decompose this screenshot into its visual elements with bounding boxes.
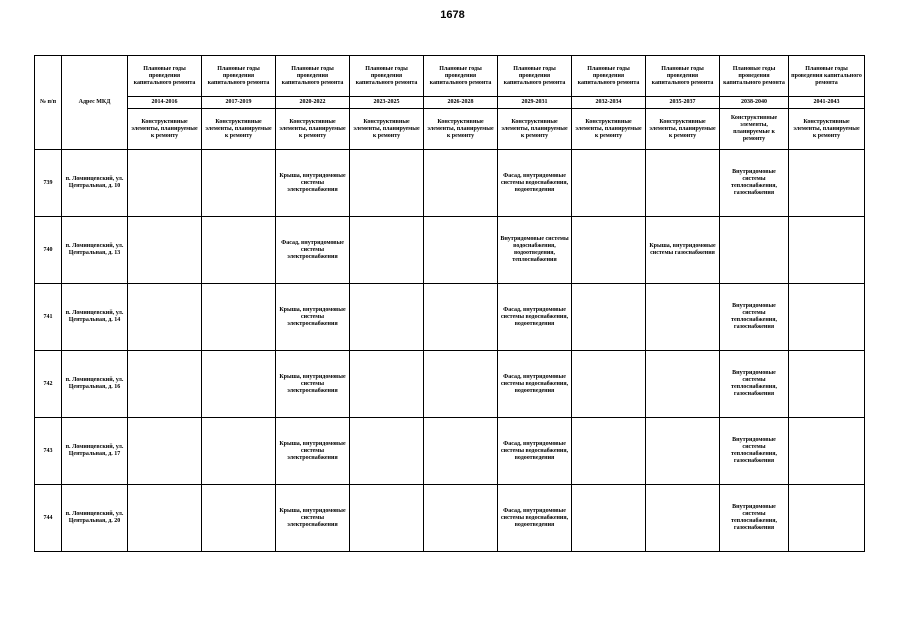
header-plan-label: Плановые годы проведения капитального ремонта xyxy=(424,56,498,97)
repair-cell xyxy=(572,418,646,485)
repair-cell xyxy=(128,217,202,284)
repair-cell xyxy=(350,418,424,485)
header-num: № п/п xyxy=(35,56,62,150)
repair-cell xyxy=(646,485,720,552)
repair-cell: Внутридомовые системы теплоснабжения, газоснабжения xyxy=(720,418,789,485)
repair-cell: Фасад, внутридомовые системы водоснабжения, водоотведения xyxy=(498,485,572,552)
header-year: 2035-2037 xyxy=(646,97,720,109)
header-address: Адрес МКД xyxy=(62,56,128,150)
repair-cell xyxy=(646,284,720,351)
header-plan-row xyxy=(35,56,865,97)
repair-cell xyxy=(572,351,646,418)
row-number: 740 xyxy=(35,217,62,284)
repair-cell xyxy=(350,217,424,284)
header-element-label: Конструктивные элементы, планируемые к ремонту xyxy=(789,109,865,150)
repair-cell xyxy=(128,284,202,351)
header-element-label: Конструктивные элементы, планируемые к ремонту xyxy=(424,109,498,150)
header-year: 2038-2040 xyxy=(720,97,789,109)
repair-cell xyxy=(202,485,276,552)
repair-cell xyxy=(572,217,646,284)
repair-cell: Крыша, внутридомовые системы электроснабжения xyxy=(276,418,350,485)
repair-cell xyxy=(350,284,424,351)
repair-cell xyxy=(789,150,865,217)
repair-cell: Фасад, внутридомовые системы водоснабжения, водоотведения xyxy=(498,284,572,351)
repair-cell xyxy=(202,150,276,217)
repair-cell xyxy=(789,351,865,418)
repair-cell xyxy=(128,418,202,485)
header-elements-row xyxy=(35,109,865,150)
repair-cell: Крыша, внутридомовые системы газоснабжения xyxy=(646,217,720,284)
header-year: 2020-2022 xyxy=(276,97,350,109)
row-address: п. Ломинцевский, ул. Центральная, д. 13 xyxy=(62,217,128,284)
row-number: 741 xyxy=(35,284,62,351)
repair-cell: Фасад, внутридомовые системы водоснабжения, водоотведения xyxy=(498,150,572,217)
repair-cell xyxy=(350,351,424,418)
header-element-label: Конструктивные элементы, планируемые к ремонту xyxy=(276,109,350,150)
table-body xyxy=(35,150,865,552)
repair-cell xyxy=(202,351,276,418)
header-element-label: Конструктивные элементы, планируемые к ремонту xyxy=(646,109,720,150)
header-plan-label: Плановые годы проведения капитального ремонта xyxy=(720,56,789,97)
capital-repair-table xyxy=(34,55,865,552)
repair-cell xyxy=(572,485,646,552)
row-address: п. Ломинцевский, ул. Центральная, д. 20 xyxy=(62,485,128,552)
repair-cell xyxy=(789,418,865,485)
table-row xyxy=(35,150,865,217)
header-plan-label: Плановые годы проведения капитального ремонта xyxy=(572,56,646,97)
row-number: 744 xyxy=(35,485,62,552)
table-row xyxy=(35,284,865,351)
repair-cell xyxy=(424,217,498,284)
table-row xyxy=(35,485,865,552)
repair-cell xyxy=(646,150,720,217)
row-address: п. Ломинцевский, ул. Центральная, д. 14 xyxy=(62,284,128,351)
header-plan-label: Плановые годы проведения капитального ремонта xyxy=(128,56,202,97)
repair-cell: Крыша, внутридомовые системы электроснабжения xyxy=(276,284,350,351)
table-row xyxy=(35,418,865,485)
row-number: 742 xyxy=(35,351,62,418)
table-row xyxy=(35,217,865,284)
table-row xyxy=(35,351,865,418)
repair-cell xyxy=(646,351,720,418)
header-plan-label: Плановые годы проведения капитального ремонта xyxy=(202,56,276,97)
row-number: 739 xyxy=(35,150,62,217)
header-year: 2023-2025 xyxy=(350,97,424,109)
repair-cell xyxy=(646,418,720,485)
header-plan-label: Плановые годы проведения капитального ремонта xyxy=(276,56,350,97)
row-address: п. Ломинцевский, ул. Центральная, д. 17 xyxy=(62,418,128,485)
header-year: 2029-2031 xyxy=(498,97,572,109)
repair-cell: Внутридомовые системы теплоснабжения, газоснабжения xyxy=(720,351,789,418)
header-element-label: Конструктивные элементы, планируемые к ремонту xyxy=(350,109,424,150)
repair-cell xyxy=(202,217,276,284)
header-year: 2017-2019 xyxy=(202,97,276,109)
repair-cell xyxy=(424,150,498,217)
repair-cell xyxy=(350,485,424,552)
header-element-label: Конструктивные элементы, планируемые к ремонту xyxy=(720,109,789,150)
repair-cell xyxy=(424,284,498,351)
repair-cell: Внутридомовые системы водоснабжения, водоотведения, теплоснабжения xyxy=(498,217,572,284)
repair-cell xyxy=(202,418,276,485)
header-year: 2032-2034 xyxy=(572,97,646,109)
repair-cell xyxy=(572,284,646,351)
repair-cell xyxy=(424,351,498,418)
header-element-label: Конструктивные элементы, планируемые к ремонту xyxy=(128,109,202,150)
repair-cell xyxy=(202,284,276,351)
header-element-label: Конструктивные элементы, планируемые к ремонту xyxy=(202,109,276,150)
repair-cell xyxy=(424,485,498,552)
repair-cell: Фасад, внутридомовые системы электроснабжения xyxy=(276,217,350,284)
header-plan-label: Плановые годы проведения капитального ремонта xyxy=(350,56,424,97)
header-plan-label: Плановые годы проведения капитального ремонта xyxy=(498,56,572,97)
header-plan-label: Плановые годы проведения капитального ремонта xyxy=(646,56,720,97)
repair-cell: Крыша, внутридомовые системы электроснабжения xyxy=(276,351,350,418)
repair-cell: Крыша, внутридомовые системы электроснабжения xyxy=(276,150,350,217)
repair-cell: Фасад, внутридомовые системы водоснабжения, водоотведения xyxy=(498,418,572,485)
repair-cell xyxy=(789,284,865,351)
header-plan-label: Плановые годы проведения капитального ремонта xyxy=(789,56,865,97)
repair-cell: Внутридомовые системы теплоснабжения, газоснабжения xyxy=(720,150,789,217)
row-number: 743 xyxy=(35,418,62,485)
repair-cell xyxy=(789,217,865,284)
header-year: 2041-2043 xyxy=(789,97,865,109)
repair-cell xyxy=(424,418,498,485)
repair-cell xyxy=(350,150,424,217)
row-address: п. Ломинцевский, ул. Центральная, д. 10 xyxy=(62,150,128,217)
repair-cell: Внутридомовые системы теплоснабжения, газоснабжения xyxy=(720,284,789,351)
repair-cell: Фасад, внутридомовые системы водоснабжения, водоотведения xyxy=(498,351,572,418)
header-year: 2014-2016 xyxy=(128,97,202,109)
repair-cell: Крыша, внутридомовые системы электроснабжения xyxy=(276,485,350,552)
repair-cell xyxy=(128,150,202,217)
repair-cell xyxy=(128,351,202,418)
repair-cell xyxy=(789,485,865,552)
repair-cell xyxy=(128,485,202,552)
repair-cell xyxy=(572,150,646,217)
header-years-row xyxy=(35,97,865,109)
header-element-label: Конструктивные элементы, планируемые к ремонту xyxy=(498,109,572,150)
repair-cell xyxy=(720,217,789,284)
page-number: 1678 xyxy=(440,9,465,21)
repair-cell: Внутридомовые системы теплоснабжения, газоснабжения xyxy=(720,485,789,552)
header-element-label: Конструктивные элементы, планируемые к ремонту xyxy=(572,109,646,150)
row-address: п. Ломинцевский, ул. Центральная, д. 16 xyxy=(62,351,128,418)
header-year: 2026-2028 xyxy=(424,97,498,109)
